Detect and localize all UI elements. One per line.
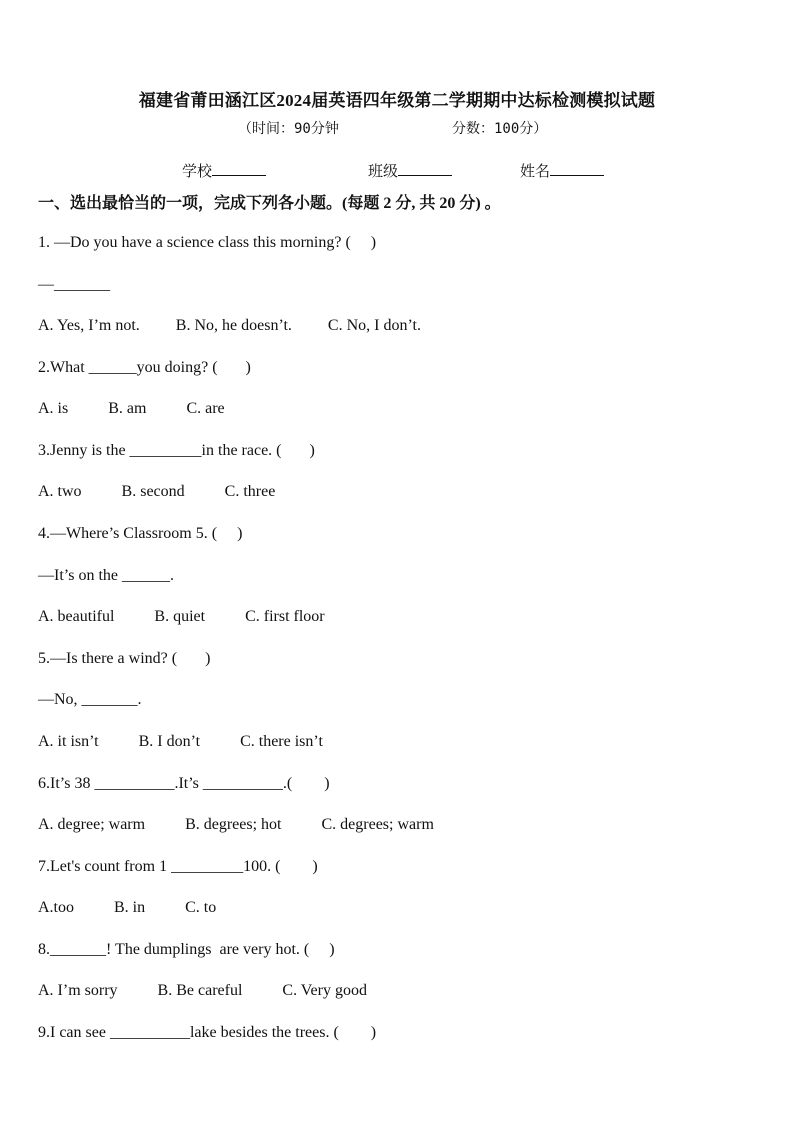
question-stem: 7.Let's count from 1 _________100. ( ) [38,858,318,875]
question-options: A. degree; warm B. degrees; hot C. degrees; warm [38,816,434,833]
question-stem: 6.It’s 38 __________.It’s __________.( ) [38,775,330,792]
name-field [520,160,604,181]
class-blank [398,163,452,176]
question-options: A. is B. am C. are [38,400,225,417]
school-field [182,160,266,181]
name-label: 姓名 [520,164,551,180]
school-blank [212,163,266,176]
question-options: A. I’m sorry B. Be careful C. Very good [38,982,367,999]
question-stem: 3.Jenny is the _________in the race. ( ) [38,442,315,459]
question-stem: 8._______! The dumplings are very hot. ( ) [38,941,335,958]
question-answer-line: —No, _______. [38,691,142,708]
question-stem: 9.I can see __________lake besides the trees. ( ) [38,1024,377,1041]
question-stem: 1. —Do you have a science class this morning? ( ) [38,234,377,251]
exam-time: （时间：90分钟 [238,121,339,137]
question-options: A. it isn’t B. I don’t C. there isn’t [38,733,323,750]
exam-title: 福建省莆田涵江区2024届英语四年级第二学期期中达标检测模拟试题 [138,91,656,110]
class-field [368,160,452,181]
question-options: A. Yes, I’m not. B. No, he doesn’t. C. No, I don’t. [38,317,421,334]
question-answer-line: —_______ [38,276,110,293]
question-options: A.too B. in C. to [38,899,217,916]
question-answer-line: —It’s on the ______. [38,567,174,584]
question-options: A. two B. second C. three [38,483,276,500]
exam-score: 分数：100分） [452,121,548,137]
name-blank [550,163,604,176]
question-options: A. beautiful B. quiet C. first floor [38,608,325,625]
question-stem: 4.—Where’s Classroom 5. ( ) [38,525,243,542]
school-label: 学校 [182,164,213,180]
question-stem: 5.—Is there a wind? ( ) [38,650,211,667]
class-label: 班级 [368,164,399,180]
question-stem: 2.What ______you doing? ( ) [38,359,251,376]
section-heading: 一、选出最恰当的一项，完成下列各小题。(每题 2 分, 共 20 分) 。 [38,195,501,212]
